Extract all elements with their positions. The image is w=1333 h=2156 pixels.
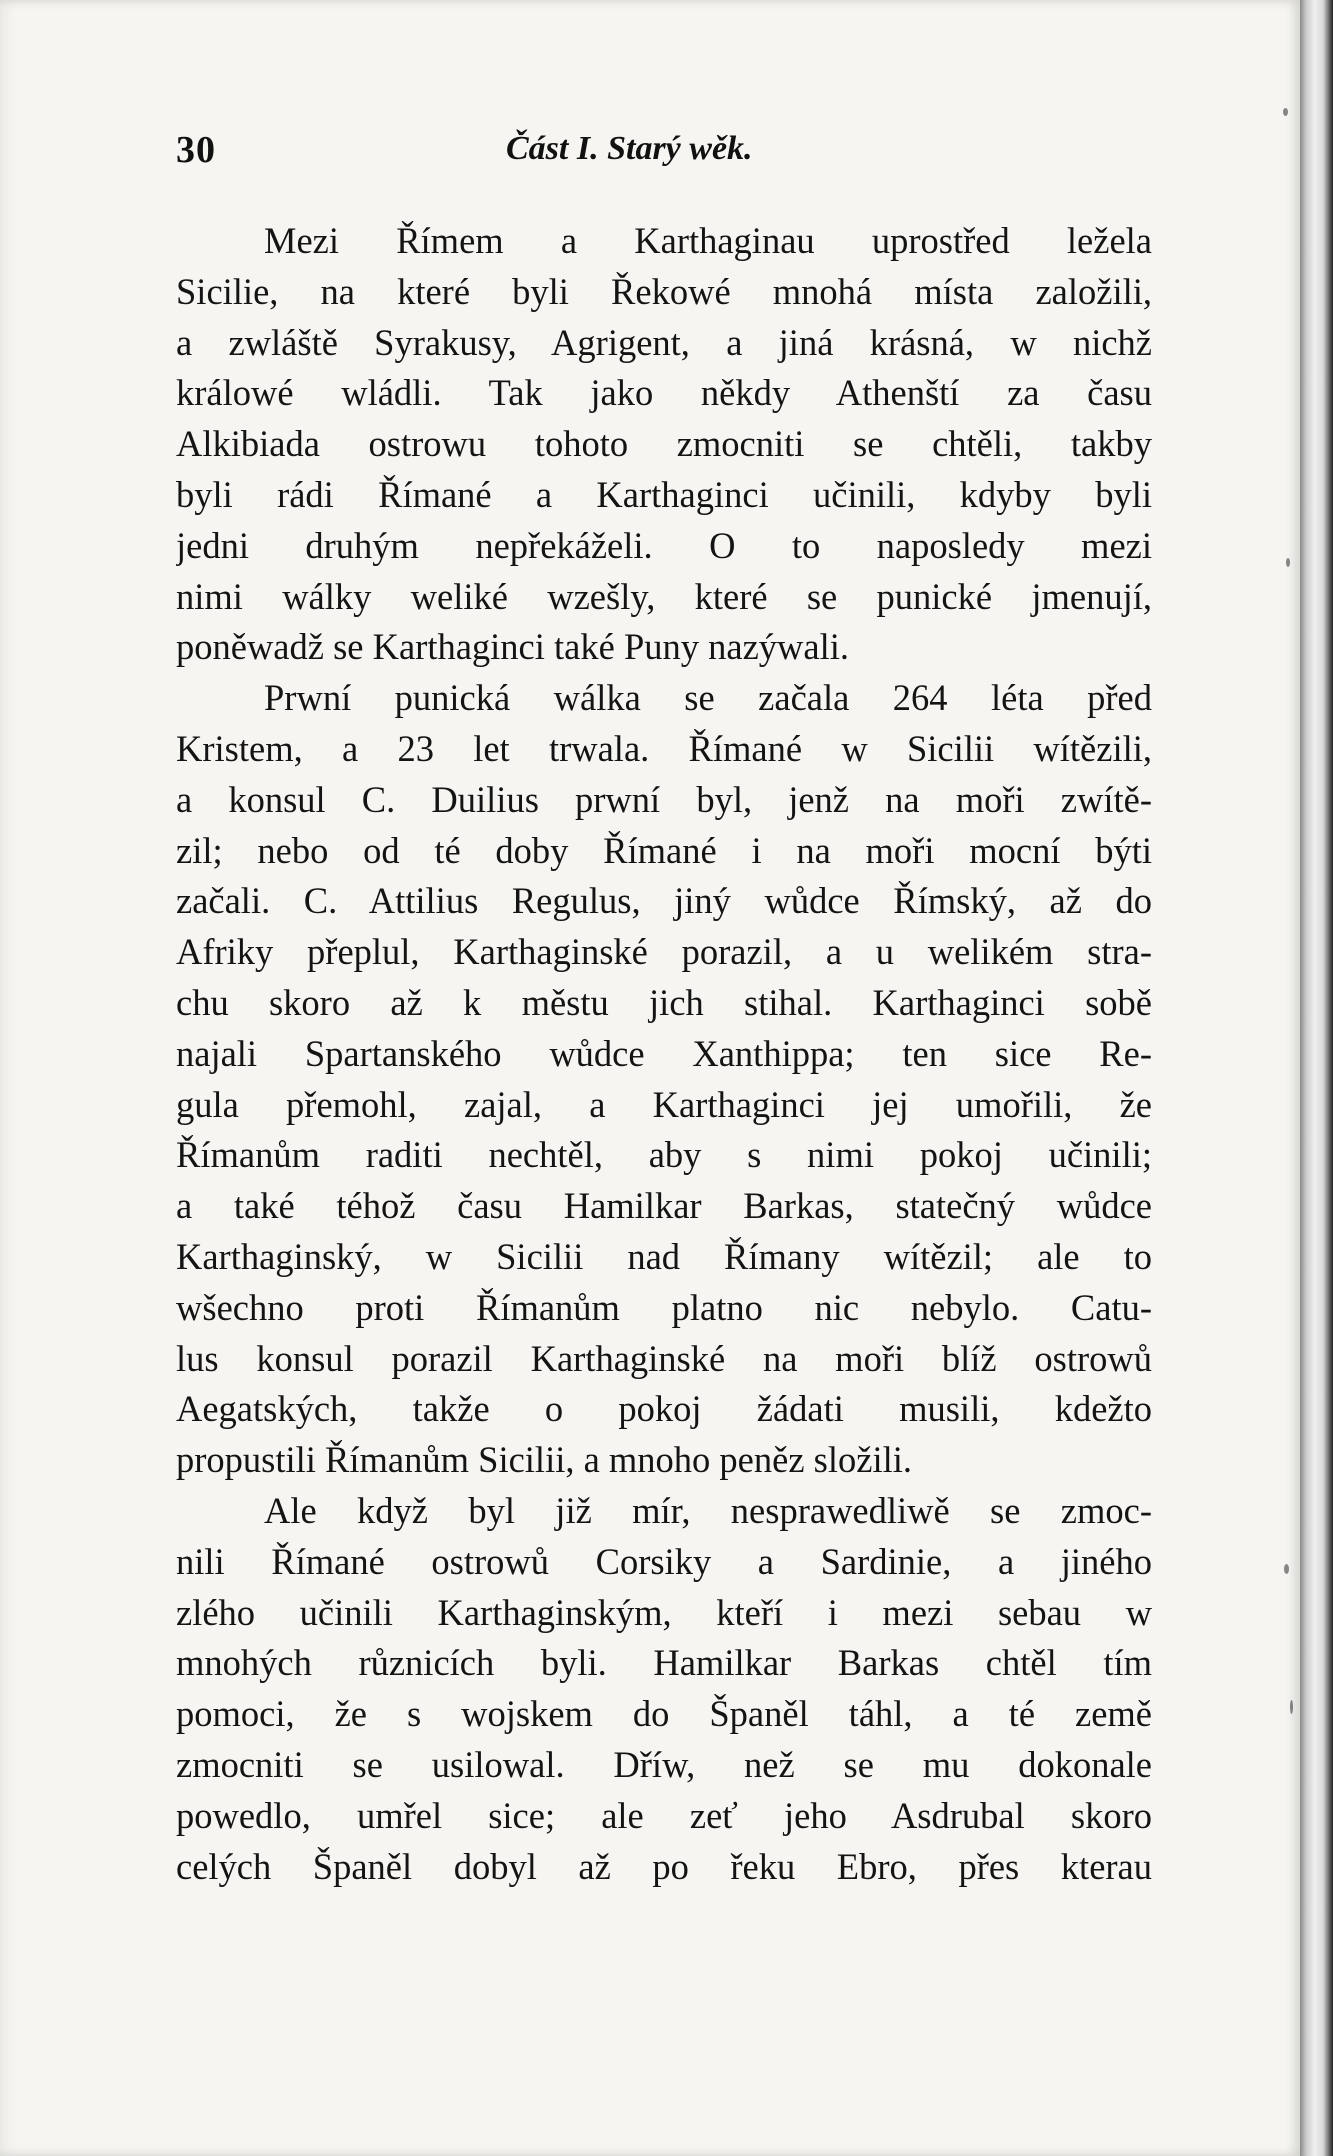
ink-speck — [1283, 108, 1288, 116]
text-line: lus konsul porazil Karthaginské na moři blíž ostrowů — [176, 1337, 1152, 1379]
text-line: nili Římané ostrowů Corsiky a Sardinie, a jiného — [176, 1540, 1152, 1582]
text-line: gula přemohl, zajal, a Karthaginci jej umořili, že — [176, 1083, 1152, 1125]
text-line: propustili Římanům Sicilii, a mnoho peněz složili. — [176, 1439, 913, 1481]
text-line: byli rádi Římané a Karthaginci učinili, kdyby byli — [176, 473, 1152, 515]
running-head: Část I. Starý wěk. — [506, 130, 753, 167]
text-line: začali. C. Attilius Regulus, jiný wůdce Římský, až do — [176, 880, 1152, 922]
text-line: Prwní punická wálka se začala 264 léta před — [264, 677, 1152, 719]
text-line: a také téhož času Hamilkar Barkas, statečný wůdce — [176, 1185, 1152, 1227]
text-line: Mezi Římem a Karthaginau uprostřed ležela — [264, 220, 1152, 261]
text-line: Aegatských, takže o pokoj žádati musili, kdežto — [176, 1388, 1152, 1430]
text-line: zmocniti se usilowal. Dříw, než se mu dokonale — [176, 1743, 1152, 1785]
text-line: nimi wálky weliké wzešly, které se punické jmenují, — [176, 575, 1152, 617]
page-number: 30 — [176, 129, 216, 171]
page-header — [176, 128, 1136, 178]
text-line: Ale když byl již mír, nesprawedliwě se zmoc- — [264, 1489, 1152, 1531]
text-line: pomoci, že s wojskem do Španěl táhl, a té země — [176, 1693, 1152, 1735]
text-line: chu skoro až k městu jich stihal. Karthaginci sobě — [176, 981, 1152, 1023]
text-line: Sicilie, na které byli Řekowé mnohá místa založili, — [176, 270, 1152, 312]
text-line: zil; nebo od té doby Římané i na moři mocní býti — [176, 829, 1152, 871]
text-line: zlého učinili Karthaginským, kteří i mezi sebau w — [176, 1591, 1152, 1633]
text-line: Kristem, a 23 let trwala. Římané w Sicilii wítězili, — [176, 727, 1152, 769]
text-line: Karthaginský, w Sicilii nad Římany wítězil; ale to — [176, 1235, 1152, 1277]
text-line: najali Spartanského wůdce Xanthippa; ten sice Re- — [176, 1032, 1152, 1074]
page-edge — [1300, 0, 1333, 2156]
text-line: jedni druhým nepřekáželi. O to naposledy mezi — [176, 524, 1152, 566]
ink-speck — [1284, 1564, 1289, 1574]
text-line: Římanům raditi nechtěl, aby s nimi pokoj učinili; — [176, 1134, 1152, 1176]
text-line: powedlo, umřel sice; ale zeť jeho Asdrubal skoro — [176, 1794, 1152, 1836]
text-line: mnohých různicích byli. Hamilkar Barkas chtěl tím — [176, 1642, 1152, 1684]
text-line: Afriky přeplul, Karthaginské porazil, a u welikém stra- — [176, 931, 1152, 973]
text-line: wšechno proti Římanům platno nic nebylo. Catu- — [176, 1286, 1152, 1328]
body-text — [176, 216, 1152, 1892]
text-line: králowé wládli. Tak jako někdy Athenští za času — [176, 372, 1152, 414]
text-line: poněwadž se Karthaginci také Puny nazýwali. — [176, 626, 849, 668]
text-line: a zwláště Syrakusy, Agrigent, a jiná krásná, w nichž — [176, 321, 1152, 363]
text-line: celých Španěl dobyl až po řeku Ebro, přes kterau — [176, 1845, 1152, 1887]
text-line: Alkibiada ostrowu tohoto zmocniti se chtěli, takby — [176, 423, 1152, 465]
text-line: a konsul C. Duilius prwní byl, jenž na moři zwítě- — [176, 778, 1152, 820]
ink-speck — [1290, 1700, 1293, 1714]
ink-speck — [1286, 558, 1290, 567]
